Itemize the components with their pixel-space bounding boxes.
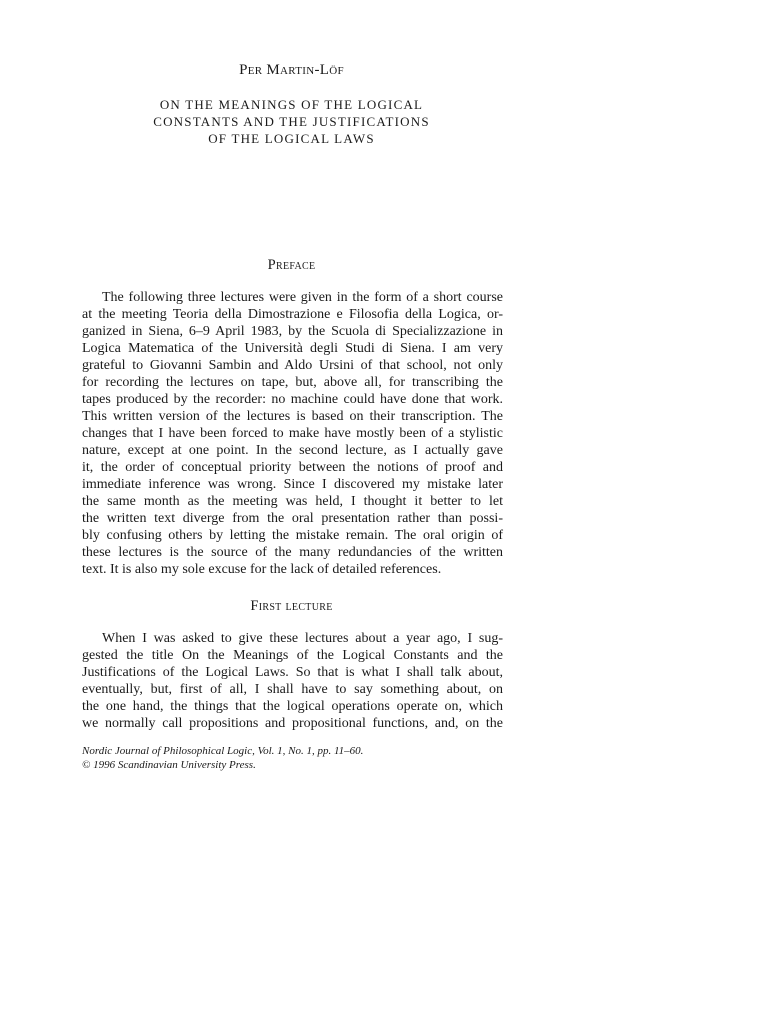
- preface-paragraph: [82, 289, 503, 578]
- text-line: the written text diverge from the oral presentation rather than possi-: [82, 511, 503, 526]
- title-line: CONSTANTS AND THE JUSTIFICATIONS: [153, 114, 430, 129]
- text-line: bly confusing others by letting the mistake remain. The oral origin of: [82, 528, 503, 543]
- text-line: When I was asked to give these lectures about a year ago, I sug-: [102, 631, 503, 646]
- text-line: tapes produced by the recorder: no machine could have done that work.: [82, 392, 503, 407]
- text-line: changes that I have been forced to make have mostly been of a stylistic: [82, 426, 503, 441]
- first-lecture-paragraph: [82, 630, 503, 732]
- text-line: at the meeting Teoria della Dimostrazione e Filosofia della Logica, or-: [82, 307, 503, 322]
- text-line: we normally call propositions and propositional functions, and, on the: [82, 716, 503, 731]
- title-line: OF THE LOGICAL LAWS: [208, 131, 375, 146]
- text-line: ganized in Siena, 6–9 April 1983, by the Scuola di Specializzazione in: [82, 324, 503, 339]
- text-line: The following three lectures were given in the form of a short course: [102, 290, 503, 305]
- journal-citation: Nordic Journal of Philosophical Logic, Vol. 1, No. 1, pp. 11–60.: [82, 745, 364, 757]
- text-line: eventually, but, first of all, I shall have to say something about, on: [82, 682, 503, 697]
- text-line: gested the title On the Meanings of the Logical Constants and the: [82, 648, 503, 663]
- text-line: it, the order of conceptual priority between the notions of proof and: [82, 460, 503, 475]
- copyright-notice: © 1996 Scandinavian University Press.: [82, 759, 256, 771]
- preface-heading: Preface: [267, 257, 316, 273]
- title-line: ON THE MEANINGS OF THE LOGICAL: [159, 97, 424, 112]
- text-line: Logica Matematica of the Università degli Studi di Siena. I am very: [82, 341, 503, 356]
- text-line: Justifications of the Logical Laws. So that is what I shall talk about,: [82, 665, 503, 680]
- text-line: This written version of the lectures is based on their transcription. The: [82, 409, 503, 424]
- text-line: text. It is also my sole excuse for the lack of detailed references.: [82, 562, 442, 577]
- author-name: Per Martin-Löf: [239, 62, 344, 78]
- footnote: [82, 744, 363, 772]
- text-line: nature, except at one point. In the second lecture, as I actually gave: [82, 443, 503, 458]
- text-line: these lectures is the source of the many redundancies of the written: [82, 545, 503, 560]
- text-line: grateful to Giovanni Sambin and Aldo Ursini of that school, not only: [82, 358, 503, 373]
- text-line: the same month as the meeting was held, I thought it better to let: [82, 494, 503, 509]
- text-line: the one hand, the things that the logical operations operate on, which: [82, 699, 503, 714]
- paper-title: [0, 96, 583, 147]
- text-line: for recording the lectures on tape, but, above all, for transcribing the: [82, 375, 503, 390]
- first-lecture-heading: First lecture: [250, 598, 333, 614]
- text-line: immediate inference was wrong. Since I discovered my mistake later: [82, 477, 503, 492]
